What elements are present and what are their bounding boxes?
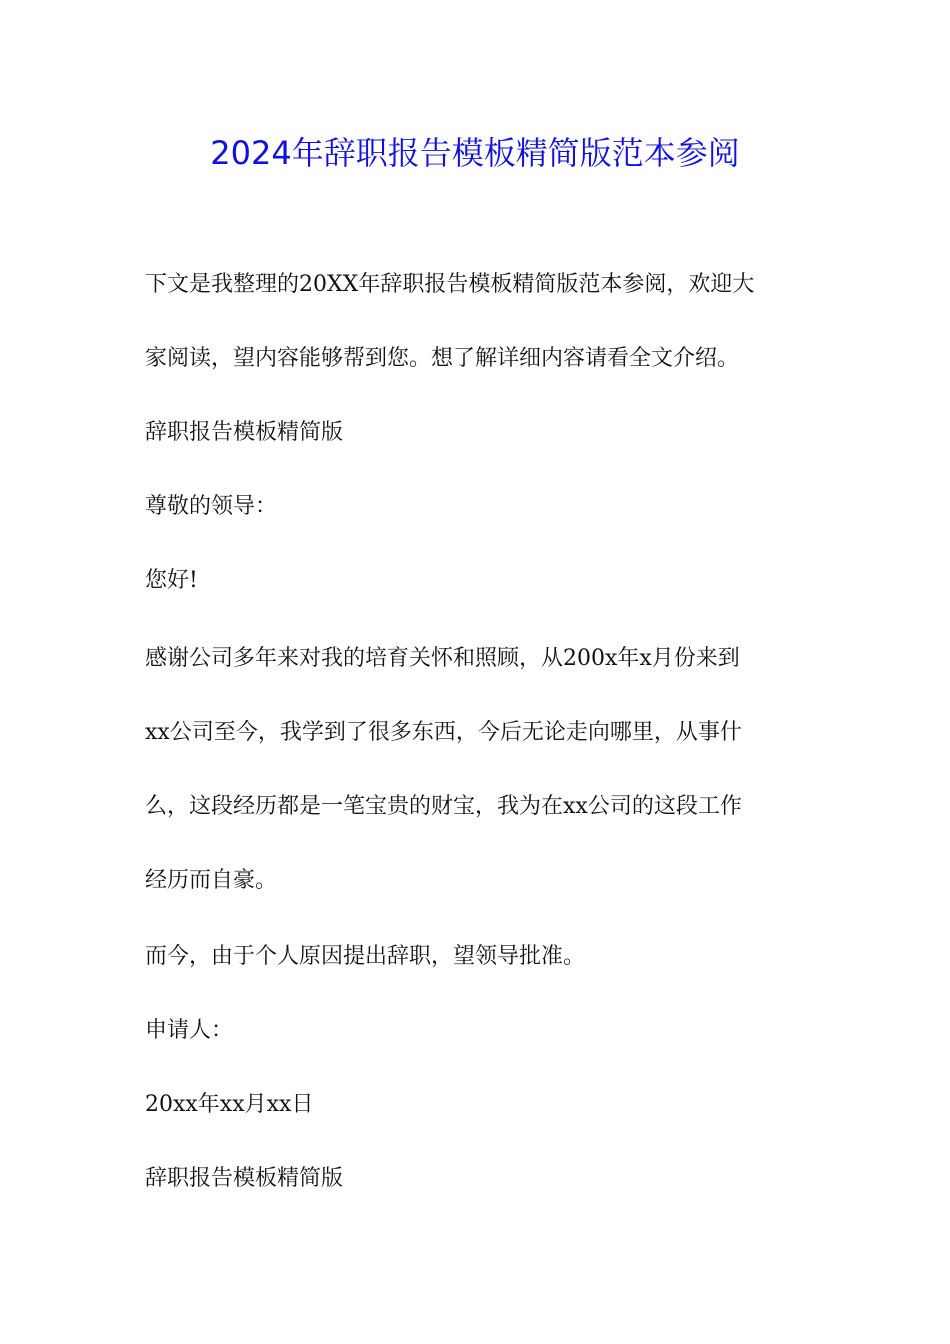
- reason-paragraph: [145, 920, 810, 994]
- salutation-text: 尊敬的领导：: [145, 494, 278, 519]
- applicant-text: 申请人：: [145, 1018, 234, 1043]
- body-line-2: xx公司至今，我学到了很多东西，今后无论走向哪里，从事什: [145, 720, 742, 745]
- body-paragraph: [145, 622, 810, 918]
- intro-line-1: 下文是我整理的20XX年辞职报告模板精简版范本参阅，欢迎大: [145, 272, 755, 297]
- body-line-3: 么，这段经历都是一笔宝贵的财宝，我为在xx公司的这段工作: [145, 794, 742, 819]
- date-text: 20xx年xx月xx日: [145, 1092, 314, 1117]
- intro-line-2: 家阅读，望内容能够帮到您。想了解详细内容请看全文介绍。: [145, 346, 740, 371]
- section-heading-1: [145, 396, 810, 470]
- body-line-1: 感谢公司多年来对我的培育关怀和照顾，从200x年x月份来到: [145, 646, 740, 671]
- applicant-line: [145, 994, 810, 1068]
- greeting: [145, 544, 810, 618]
- intro-paragraph: [145, 248, 810, 396]
- document-title: 2024年辞职报告模板精简版范本参阅: [210, 134, 740, 172]
- body-line-4: 经历而自豪。: [145, 868, 278, 893]
- section-heading-2: [145, 1142, 810, 1216]
- date-line: [145, 1068, 810, 1142]
- reason-text: 而今，由于个人原因提出辞职，望领导批准。: [145, 944, 586, 969]
- section-heading-text: 辞职报告模板精简版: [145, 420, 344, 445]
- section-heading-2-text: 辞职报告模板精简版: [145, 1166, 344, 1191]
- greeting-text: 您好!: [145, 568, 198, 593]
- salutation: [145, 470, 810, 544]
